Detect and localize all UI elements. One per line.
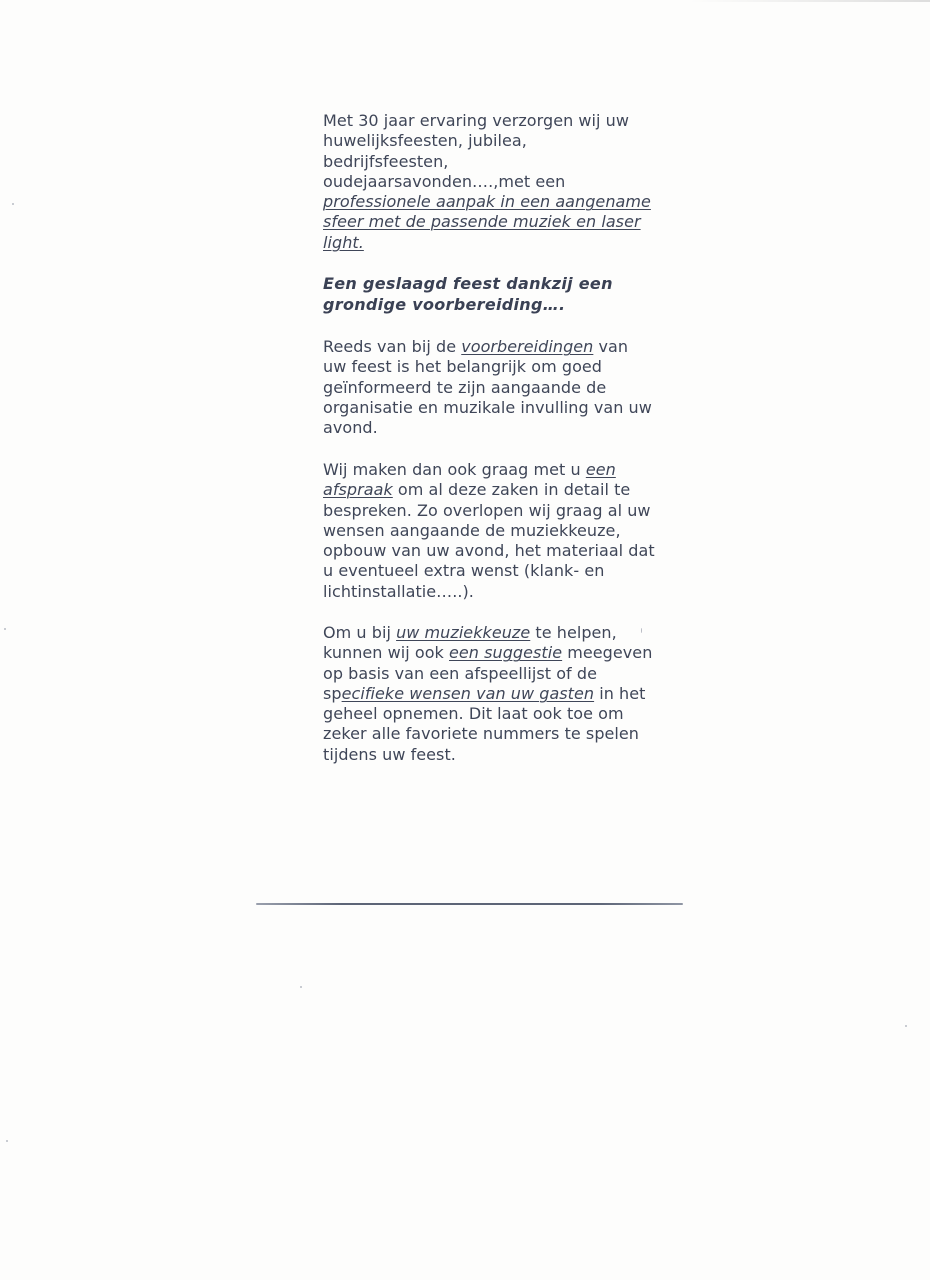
scan-speck — [4, 628, 6, 630]
text-line: op basis van een afspeellijst of de — [323, 663, 597, 683]
text-fragment: in het — [594, 683, 646, 703]
text-line: geïnformeerd te zijn aangaande de — [323, 377, 607, 397]
text-line: wensen aangaande de muziekkeuze, — [323, 520, 621, 540]
scan-speck — [12, 203, 14, 205]
text-fragment: kunnen wij ook — [323, 643, 450, 663]
scan-speck — [6, 1140, 8, 1142]
text-fragment: te helpen, — [530, 623, 617, 642]
appointment-paragraph — [323, 460, 655, 602]
underlined-text: light. — [323, 232, 364, 252]
text-line: opbouw van uw avond, het materiaal dat — [323, 541, 655, 561]
heading-line: Een geslaagd feest dankzij een — [323, 274, 613, 293]
underlined-text: voorbereidingen — [461, 337, 594, 356]
underlined-text: afspraak — [323, 480, 393, 500]
underlined-text: een suggestie — [449, 643, 563, 663]
text-fragment: om al deze zaken in detail te — [392, 480, 631, 500]
text-line: bedrijfsfeesten, — [323, 151, 449, 171]
preparation-paragraph — [323, 337, 652, 438]
text-line: lichtinstallatie…..). — [323, 581, 474, 601]
intro-paragraph — [323, 111, 651, 253]
text-fragment: Wij maken dan ook graag met u — [323, 460, 586, 479]
text-fragment: meegeven — [562, 643, 653, 663]
text-line: uw feest is het belangrijk om goed — [323, 357, 603, 377]
text-line — [323, 643, 652, 663]
text-fragment: van — [593, 337, 629, 356]
text-line: huwelijksfeesten, jubilea, — [323, 131, 527, 151]
heading-line: grondige voorbereiding…. — [323, 294, 566, 314]
text-line: zeker alle favoriete nummers te spelen — [323, 724, 640, 744]
text-line: tijdens uw feest. — [323, 744, 456, 764]
text-line: geheel opnemen. Dit laat ook toe om — [323, 704, 624, 724]
text-fragment: sp — [323, 683, 342, 703]
text-line: avond. — [323, 418, 378, 438]
text-line: bespreken. Zo overlopen wij graag al uw — [323, 500, 651, 520]
section-heading — [323, 274, 613, 315]
text-line — [323, 684, 652, 704]
underlined-text: sfeer met de passende muziek en laser — [323, 212, 641, 232]
text-line — [323, 460, 655, 480]
text-line: organisatie en muzikale invulling van uw — [323, 397, 652, 417]
text-line: Met 30 jaar ervaring verzorgen wij uw — [323, 111, 630, 130]
text-line — [323, 480, 655, 500]
scan-speck — [905, 1025, 907, 1027]
text-line — [323, 337, 652, 357]
text-fragment: Om u bij — [323, 623, 397, 642]
text-line: u eventueel extra wenst (klank- en — [323, 561, 605, 581]
underlined-text: een — [585, 460, 616, 479]
underlined-text: uw muziekkeuze — [396, 623, 531, 642]
underlined-text: ecifieke wensen van uw gasten — [341, 683, 595, 703]
horizontal-divider — [256, 903, 683, 905]
scan-speck — [300, 986, 302, 988]
text-line: oudejaarsavonden….,met een — [323, 171, 566, 191]
underlined-text: professionele aanpak in een aangename — [323, 192, 651, 212]
scan-speck — [641, 628, 642, 633]
music-choice-paragraph — [323, 623, 652, 765]
text-line — [323, 623, 652, 643]
text-fragment: Reeds van bij de — [323, 337, 462, 356]
scan-edge — [690, 0, 930, 2]
